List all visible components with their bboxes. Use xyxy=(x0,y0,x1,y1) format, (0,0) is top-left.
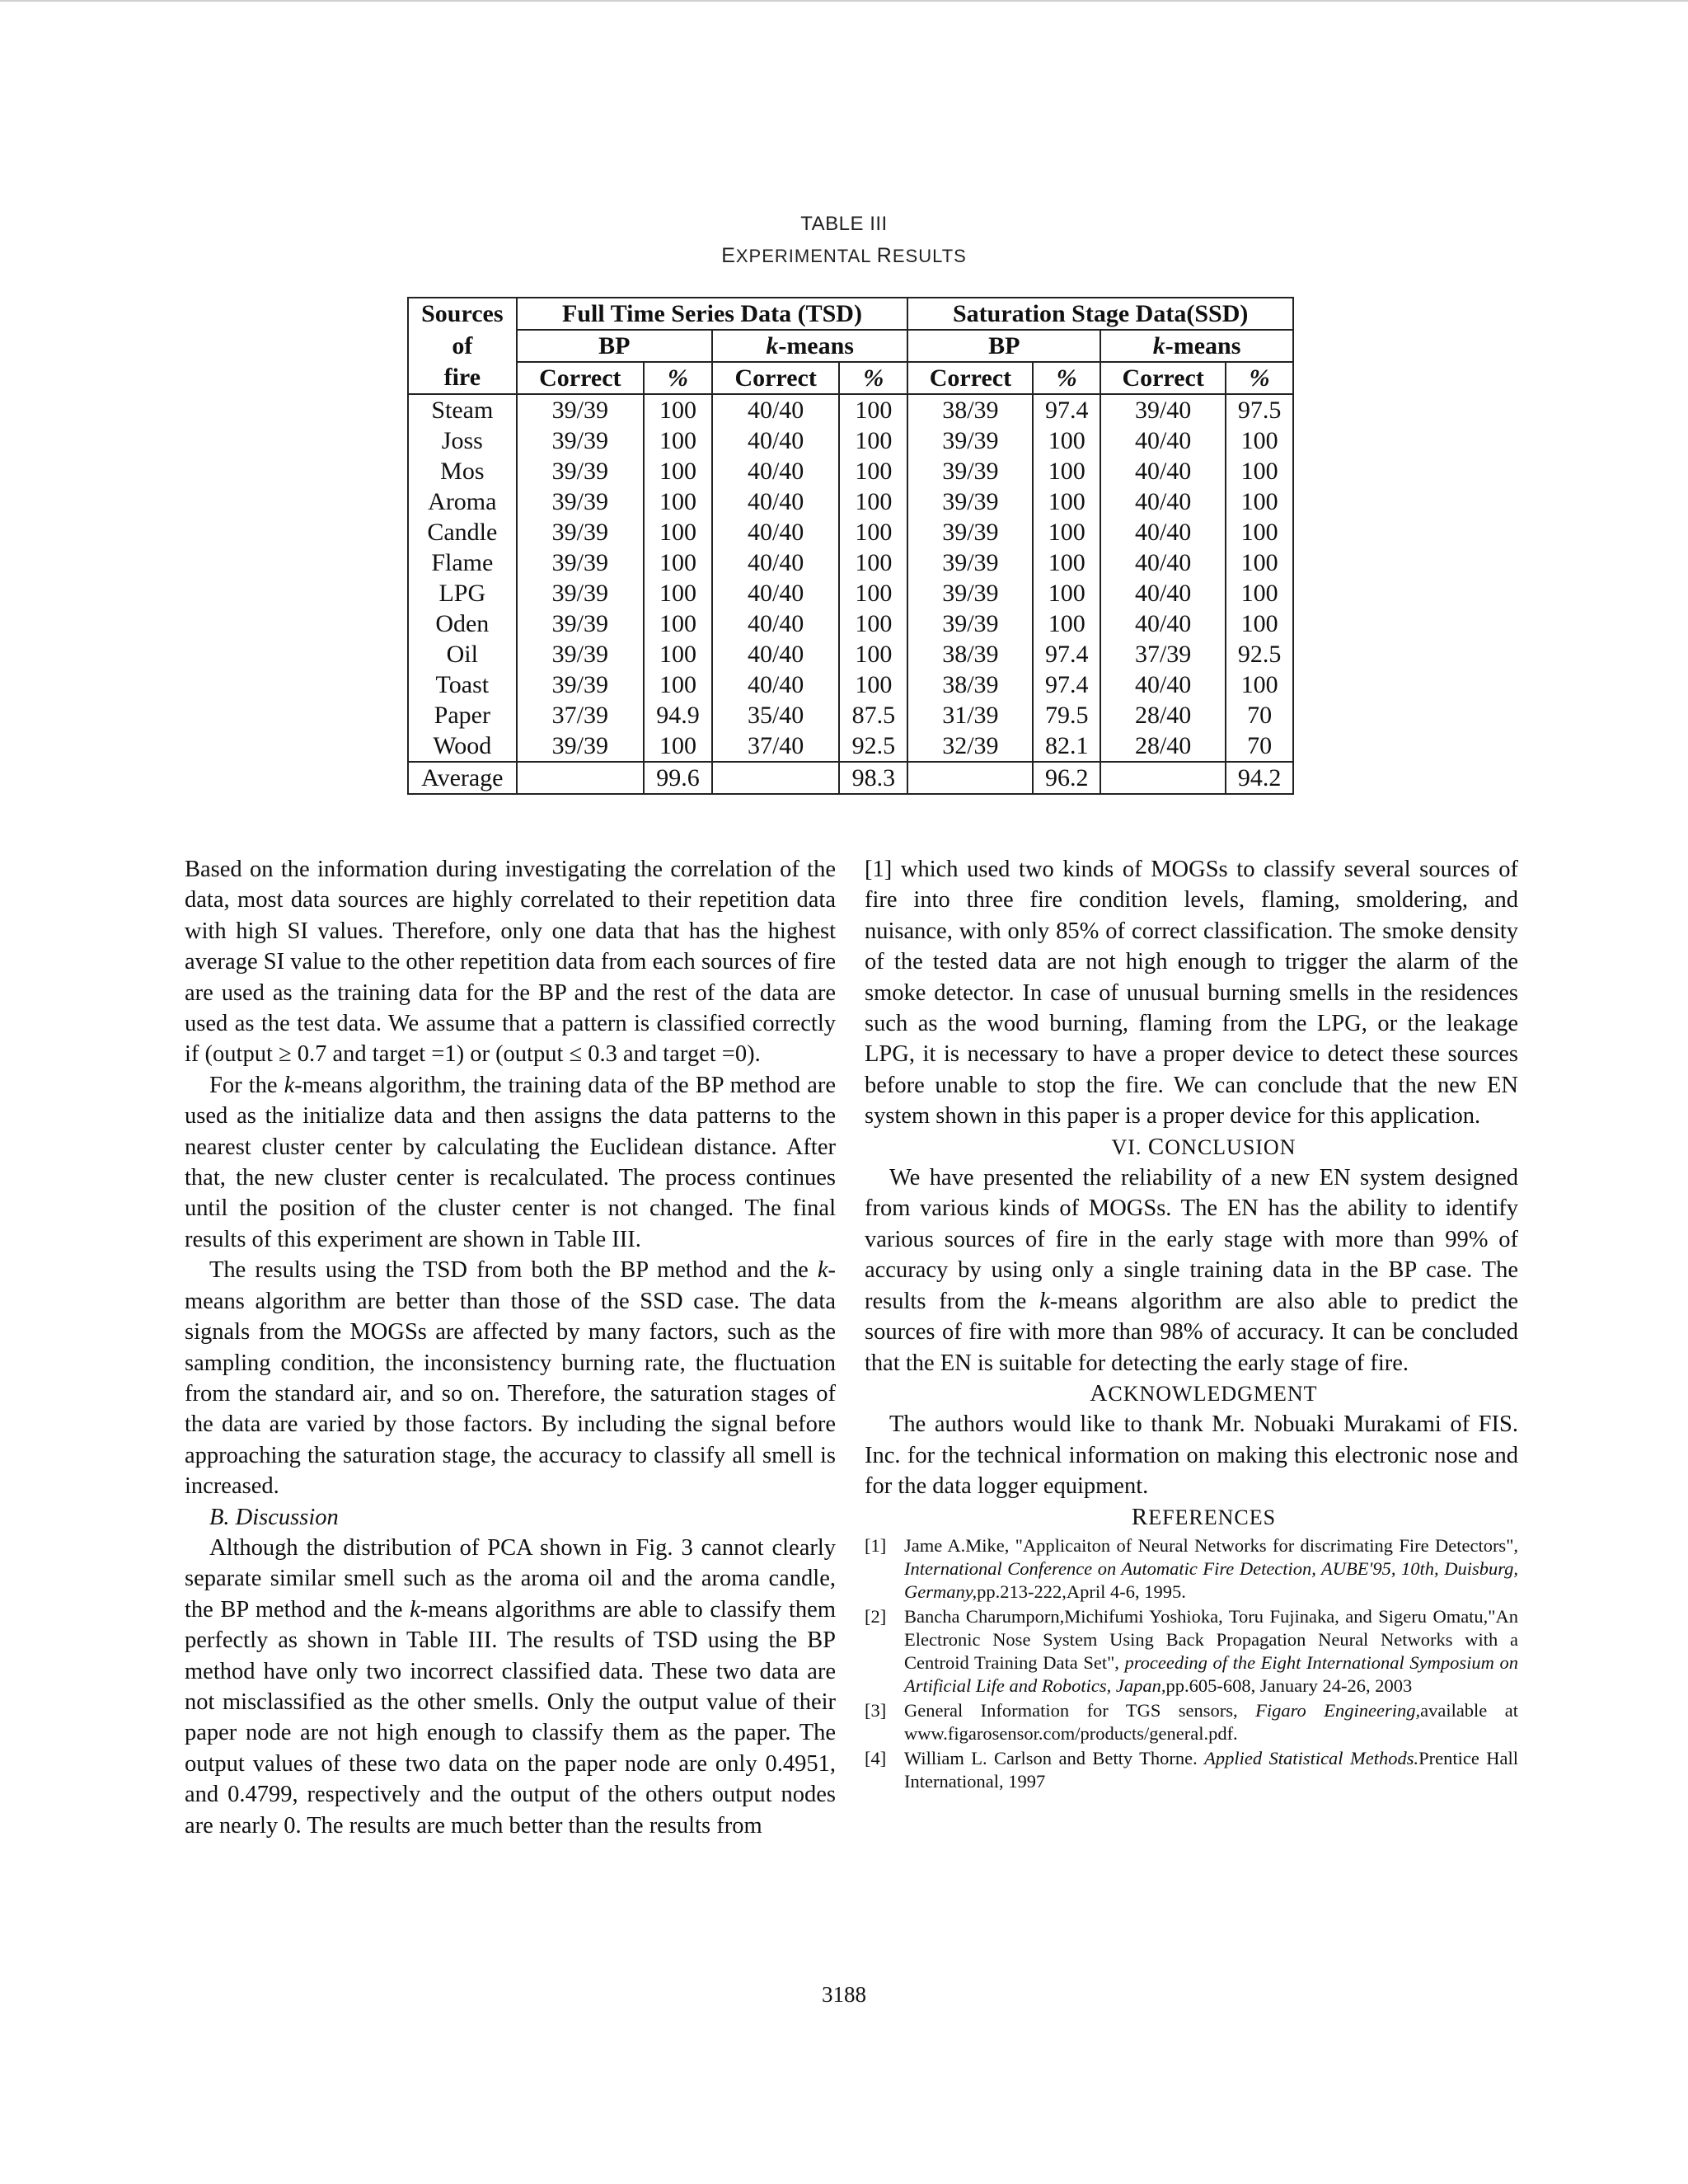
source-cell: Wood xyxy=(408,730,517,762)
ssd-km-correct-cell: 40/40 xyxy=(1100,669,1226,700)
ssd-km-correct-cell: 40/40 xyxy=(1100,608,1226,639)
tsd-km-pct-cell: 100 xyxy=(839,394,907,425)
tsd-km-correct-cell: 40/40 xyxy=(712,425,839,456)
tsd-bp-pct-cell: 100 xyxy=(644,730,712,762)
table-row xyxy=(408,578,1293,608)
source-cell: Paper xyxy=(408,700,517,730)
reference-number: [4] xyxy=(865,1747,887,1768)
tsd-bp-pct-cell: 100 xyxy=(644,394,712,425)
tsd-km-correct-cell: 37/40 xyxy=(712,730,839,762)
ssd-km-correct-cell: 39/40 xyxy=(1100,394,1226,425)
ssd-bp-correct-cell: 39/39 xyxy=(907,547,1033,578)
ssd-bp-pct-cell: 100 xyxy=(1033,608,1100,639)
ssd-km-correct-cell: 40/40 xyxy=(1100,456,1226,486)
references-heading: REFERENCES xyxy=(1131,1503,1277,1530)
tsd-km-pct-cell: 100 xyxy=(839,517,907,547)
ssd-bp-pct-cell: 79.5 xyxy=(1033,700,1100,730)
header-tsd-kmeans xyxy=(712,330,907,362)
header-ssd-kmeans xyxy=(1100,330,1293,362)
acknowledgment-heading: ACKNOWLEDGMENT xyxy=(1090,1379,1318,1407)
ssd-bp-pct-cell: 97.4 xyxy=(1033,639,1100,669)
ssd-bp-correct-cell: 39/39 xyxy=(907,456,1033,486)
tsd-bp-correct-cell: 39/39 xyxy=(517,517,644,547)
tsd-km-pct-cell: 87.5 xyxy=(839,700,907,730)
tsd-km-pct-cell: 92.5 xyxy=(839,730,907,762)
table-row xyxy=(408,425,1293,456)
ssd-km-correct-cell: 37/39 xyxy=(1100,639,1226,669)
header-tsd: Full Time Series Data (TSD) xyxy=(517,298,908,330)
tsd-km-pct-cell: 100 xyxy=(839,425,907,456)
table-row xyxy=(408,608,1293,639)
header-percent: % xyxy=(1226,362,1293,394)
ssd-km-pct-cell: 100 xyxy=(1226,456,1293,486)
tsd-km-correct-cell: 40/40 xyxy=(712,394,839,425)
tsd-bp-correct-cell: 39/39 xyxy=(517,456,644,486)
ssd-km-pct-cell: 100 xyxy=(1226,517,1293,547)
tsd-bp-correct-cell: 39/39 xyxy=(517,394,644,425)
source-cell: LPG xyxy=(408,578,517,608)
average-cell: 99.6 xyxy=(644,762,712,794)
ssd-bp-correct-cell: 39/39 xyxy=(907,608,1033,639)
tsd-bp-correct-cell: 37/39 xyxy=(517,700,644,730)
paragraph: Although the distribution of PCA shown in Fig. 3 cannot clearly separate similar smell such as the aroma oil and the aroma candle, the BP method and the k-means algorithms are able to classify them perfectly as shown in Table III. The results of TSD using the BP method have only two incorrect classified data. These two data are not misclassified as the other smells. Only the output value of their paper node are not high enough to classify them as the paper. The output values of these two data on the paper node are only 0.4951, and 0.4799, respectively and the output of the others output nodes are nearly 0. The results are much better than the results from xyxy=(185,1534,836,1839)
reference-number: [3] xyxy=(865,1699,887,1721)
source-cell: Flame xyxy=(408,547,517,578)
reference-item: [1] Jame A.Mike, "Applicaiton of Neural Networks for discrimating Fire Detectors", International Conference on Automatic Fire Detection, AUBE'95, 10th, Duisburg, Germany,pp.213-222,April 4-6, 1995. xyxy=(865,1534,1518,1602)
ssd-km-correct-cell: 28/40 xyxy=(1100,730,1226,762)
source-cell: Oil xyxy=(408,639,517,669)
ssd-bp-correct-cell: 38/39 xyxy=(907,669,1033,700)
header-ssd: Saturation Stage Data(SSD) xyxy=(907,298,1293,330)
tsd-bp-pct-cell: 100 xyxy=(644,669,712,700)
source-cell: Aroma xyxy=(408,486,517,517)
header-of: of xyxy=(408,330,517,362)
ssd-bp-correct-cell: 39/39 xyxy=(907,425,1033,456)
tsd-bp-pct-cell: 100 xyxy=(644,547,712,578)
ssd-bp-pct-cell: 100 xyxy=(1033,578,1100,608)
kmeans-label: k-means xyxy=(1152,331,1241,359)
ssd-km-pct-cell: 100 xyxy=(1226,578,1293,608)
ssd-km-pct-cell: 70 xyxy=(1226,730,1293,762)
tsd-bp-correct-cell: 39/39 xyxy=(517,425,644,456)
reference-item: [3] General Information for TGS sensors, Figaro Engineering,available at www.figarosensor.com/products/general.pdf. xyxy=(865,1699,1518,1744)
header-sources: Sources xyxy=(408,298,517,330)
tsd-bp-correct-cell: 39/39 xyxy=(517,578,644,608)
tsd-bp-pct-cell: 100 xyxy=(644,608,712,639)
ssd-km-correct-cell: 40/40 xyxy=(1100,517,1226,547)
tsd-km-pct-cell: 100 xyxy=(839,578,907,608)
tsd-bp-pct-cell: 94.9 xyxy=(644,700,712,730)
tsd-bp-pct-cell: 100 xyxy=(644,517,712,547)
tsd-km-correct-cell: 40/40 xyxy=(712,456,839,486)
paragraph: For the k-means algorithm, the training data of the BP method are used as the initialize data and then assigns the data patterns to the nearest cluster center by calculating the Euclidean distance. After that, the new cluster center is recalculated. The process continues until the position of the cluster center is not changed. The final results of this experiment are shown in Table III. xyxy=(185,1072,836,1252)
reference-number: [2] xyxy=(865,1605,887,1627)
average-row xyxy=(408,762,1293,794)
tsd-bp-correct-cell: 39/39 xyxy=(517,669,644,700)
tsd-bp-pct-cell: 100 xyxy=(644,578,712,608)
tsd-km-pct-cell: 100 xyxy=(839,547,907,578)
header-correct: Correct xyxy=(712,362,839,394)
ssd-bp-correct-cell: 31/39 xyxy=(907,700,1033,730)
ssd-bp-correct-cell: 39/39 xyxy=(907,486,1033,517)
average-cell: 98.3 xyxy=(839,762,907,794)
tsd-km-pct-cell: 100 xyxy=(839,669,907,700)
tsd-km-pct-cell: 100 xyxy=(839,608,907,639)
tsd-km-correct-cell: 40/40 xyxy=(712,608,839,639)
reference-item: [2] Bancha Charumporn,Michifumi Yoshioka, Toru Fujinaka, and Sigeru Omatu,"An Electronic Nose System Using Back Propagation Neural Networks with a Centroid Training Data Set", proceeding of the Eight International Symposium on Artificial Life and Robotics, Japan,pp.605-608, January 24-26, 2003 xyxy=(865,1605,1518,1696)
average-cell xyxy=(712,762,839,794)
paragraph: The results using the TSD from both the BP method and the k-means algorithm are better than those of the SSD case. The data signals from the MOGSs are affected by many factors, such as the sampling condition, the inconsistency burning rate, the fluctuation from the standard air, and so on. Therefore, the saturation stages of the data are varied by those factors. By including the signal before approaching the saturation stage, the accuracy to classify all smell is increased. xyxy=(185,1257,836,1500)
page-number: 3188 xyxy=(822,1982,866,2007)
ssd-bp-pct-cell: 100 xyxy=(1033,425,1100,456)
top-border-line xyxy=(0,0,1688,2)
references-list xyxy=(865,1534,1518,1793)
ssd-bp-pct-cell: 100 xyxy=(1033,517,1100,547)
ssd-km-pct-cell: 100 xyxy=(1226,608,1293,639)
ssd-bp-pct-cell: 100 xyxy=(1033,486,1100,517)
ssd-bp-correct-cell: 38/39 xyxy=(907,394,1033,425)
table-row xyxy=(408,394,1293,425)
header-correct: Correct xyxy=(907,362,1033,394)
paragraph: [1] which used two kinds of MOGSs to classify several sources of fire into three fire condition levels, flaming, smoldering, and nuisance, with only 85% of correct classification. The smoke density of the tested data are not high enough to trigger the alarm of the smoke detector. In case of unusual burning smells in the residences such as the wood burning, flaming from the LPG, or the leakage LPG, it is necessary to have a proper device to detect these sources before unable to stop the fire. We can conclude that the new EN system shown in this paper is a proper device for this application. xyxy=(865,857,1518,1130)
ssd-km-pct-cell: 97.5 xyxy=(1226,394,1293,425)
reference-item: [4] William L. Carlson and Betty Thorne. Applied Statistical Methods.Prentice Hall International, 1997 xyxy=(865,1747,1518,1792)
ssd-bp-pct-cell: 97.4 xyxy=(1033,669,1100,700)
paragraph: The authors would like to thank Mr. Nobuaki Murakami of FIS. Inc. for the technical information on making this electronic nose and for the data logger equipment. xyxy=(865,1411,1518,1500)
header-correct: Correct xyxy=(517,362,644,394)
ssd-bp-pct-cell: 100 xyxy=(1033,547,1100,578)
tsd-km-pct-cell: 100 xyxy=(839,456,907,486)
reference-number: [1] xyxy=(865,1534,887,1556)
tsd-km-correct-cell: 40/40 xyxy=(712,547,839,578)
tsd-bp-pct-cell: 100 xyxy=(644,425,712,456)
ssd-km-pct-cell: 92.5 xyxy=(1226,639,1293,669)
results-table xyxy=(407,297,1294,795)
tsd-bp-correct-cell: 39/39 xyxy=(517,639,644,669)
table-row xyxy=(408,517,1293,547)
tsd-bp-correct-cell: 39/39 xyxy=(517,486,644,517)
tsd-km-correct-cell: 40/40 xyxy=(712,578,839,608)
ssd-km-correct-cell: 40/40 xyxy=(1100,547,1226,578)
tsd-km-pct-cell: 100 xyxy=(839,639,907,669)
ssd-km-pct-cell: 100 xyxy=(1226,425,1293,456)
header-percent: % xyxy=(1033,362,1100,394)
header-fire: fire xyxy=(408,362,517,394)
tsd-km-pct-cell: 100 xyxy=(839,486,907,517)
tsd-bp-pct-cell: 100 xyxy=(644,486,712,517)
right-column xyxy=(865,854,1518,1795)
average-cell: 94.2 xyxy=(1226,762,1293,794)
source-cell: Joss xyxy=(408,425,517,456)
left-column xyxy=(185,854,836,1841)
tsd-bp-correct-cell: 39/39 xyxy=(517,608,644,639)
ssd-bp-correct-cell: 39/39 xyxy=(907,578,1033,608)
source-cell: Candle xyxy=(408,517,517,547)
tsd-km-correct-cell: 40/40 xyxy=(712,486,839,517)
ssd-bp-pct-cell: 82.1 xyxy=(1033,730,1100,762)
header-correct: Correct xyxy=(1100,362,1226,394)
subsection-heading: B. Discussion xyxy=(209,1504,339,1530)
ssd-bp-correct-cell: 32/39 xyxy=(907,730,1033,762)
average-cell: 96.2 xyxy=(1033,762,1100,794)
table-caption-title: EXPERIMENTAL RESULTS xyxy=(721,244,967,267)
header-percent: % xyxy=(644,362,712,394)
ssd-bp-correct-cell: 39/39 xyxy=(907,517,1033,547)
ssd-bp-pct-cell: 100 xyxy=(1033,456,1100,486)
source-cell: Mos xyxy=(408,456,517,486)
tsd-bp-pct-cell: 100 xyxy=(644,456,712,486)
tsd-bp-pct-cell: 100 xyxy=(644,639,712,669)
tsd-km-correct-cell: 35/40 xyxy=(712,700,839,730)
table-row xyxy=(408,486,1293,517)
table-row xyxy=(408,669,1293,700)
header-tsd-bp: BP xyxy=(517,330,712,362)
ssd-km-pct-cell: 100 xyxy=(1226,669,1293,700)
conclusion-heading: VI. CONCLUSION xyxy=(1111,1133,1296,1160)
ssd-km-correct-cell: 40/40 xyxy=(1100,425,1226,456)
header-ssd-bp: BP xyxy=(907,330,1100,362)
ssd-bp-pct-cell: 97.4 xyxy=(1033,394,1100,425)
header-percent: % xyxy=(839,362,907,394)
source-cell: Steam xyxy=(408,394,517,425)
ssd-km-correct-cell: 40/40 xyxy=(1100,486,1226,517)
source-cell: Toast xyxy=(408,669,517,700)
ssd-km-pct-cell: 100 xyxy=(1226,486,1293,517)
average-cell xyxy=(1100,762,1226,794)
tsd-km-correct-cell: 40/40 xyxy=(712,517,839,547)
kmeans-label: k-means xyxy=(766,331,854,359)
table-caption-number: TABLE III xyxy=(800,213,888,235)
average-label: Average xyxy=(408,762,517,794)
ssd-km-pct-cell: 100 xyxy=(1226,547,1293,578)
tsd-km-correct-cell: 40/40 xyxy=(712,639,839,669)
tsd-km-correct-cell: 40/40 xyxy=(712,669,839,700)
table-row xyxy=(408,547,1293,578)
ssd-km-pct-cell: 70 xyxy=(1226,700,1293,730)
average-cell xyxy=(907,762,1033,794)
paragraph: Based on the information during investigating the correlation of the data, most data sources are highly correlated to their repetition data with high SI values. Therefore, only one data that has the highest average SI value to the other repetition data from each sources of fire are used as the training data for the BP and the rest of the data are used as the test data. We assume that a pattern is classified correctly if (output ≥ 0.7 and target =1) or (output ≤ 0.3 and target =0). xyxy=(185,857,836,1068)
table-row xyxy=(408,730,1293,762)
table-body xyxy=(408,394,1293,794)
ssd-km-correct-cell: 40/40 xyxy=(1100,578,1226,608)
tsd-bp-correct-cell: 39/39 xyxy=(517,730,644,762)
paragraph: We have presented the reliability of a new EN system designed from various kinds of MOGSs. The EN has the ability to identify various sources of fire in the early stage with more than 99% of accuracy by using only a single training data in the BP case. The results from the k-means algorithm are also able to predict the sources of fire with more than 98% of accuracy. It can be concluded that the EN is suitable for detecting the early stage of fire. xyxy=(865,1165,1518,1376)
ssd-km-correct-cell: 28/40 xyxy=(1100,700,1226,730)
table-row xyxy=(408,700,1293,730)
table-row xyxy=(408,456,1293,486)
ssd-bp-correct-cell: 38/39 xyxy=(907,639,1033,669)
average-cell xyxy=(517,762,644,794)
table-row xyxy=(408,639,1293,669)
tsd-bp-correct-cell: 39/39 xyxy=(517,547,644,578)
source-cell: Oden xyxy=(408,608,517,639)
